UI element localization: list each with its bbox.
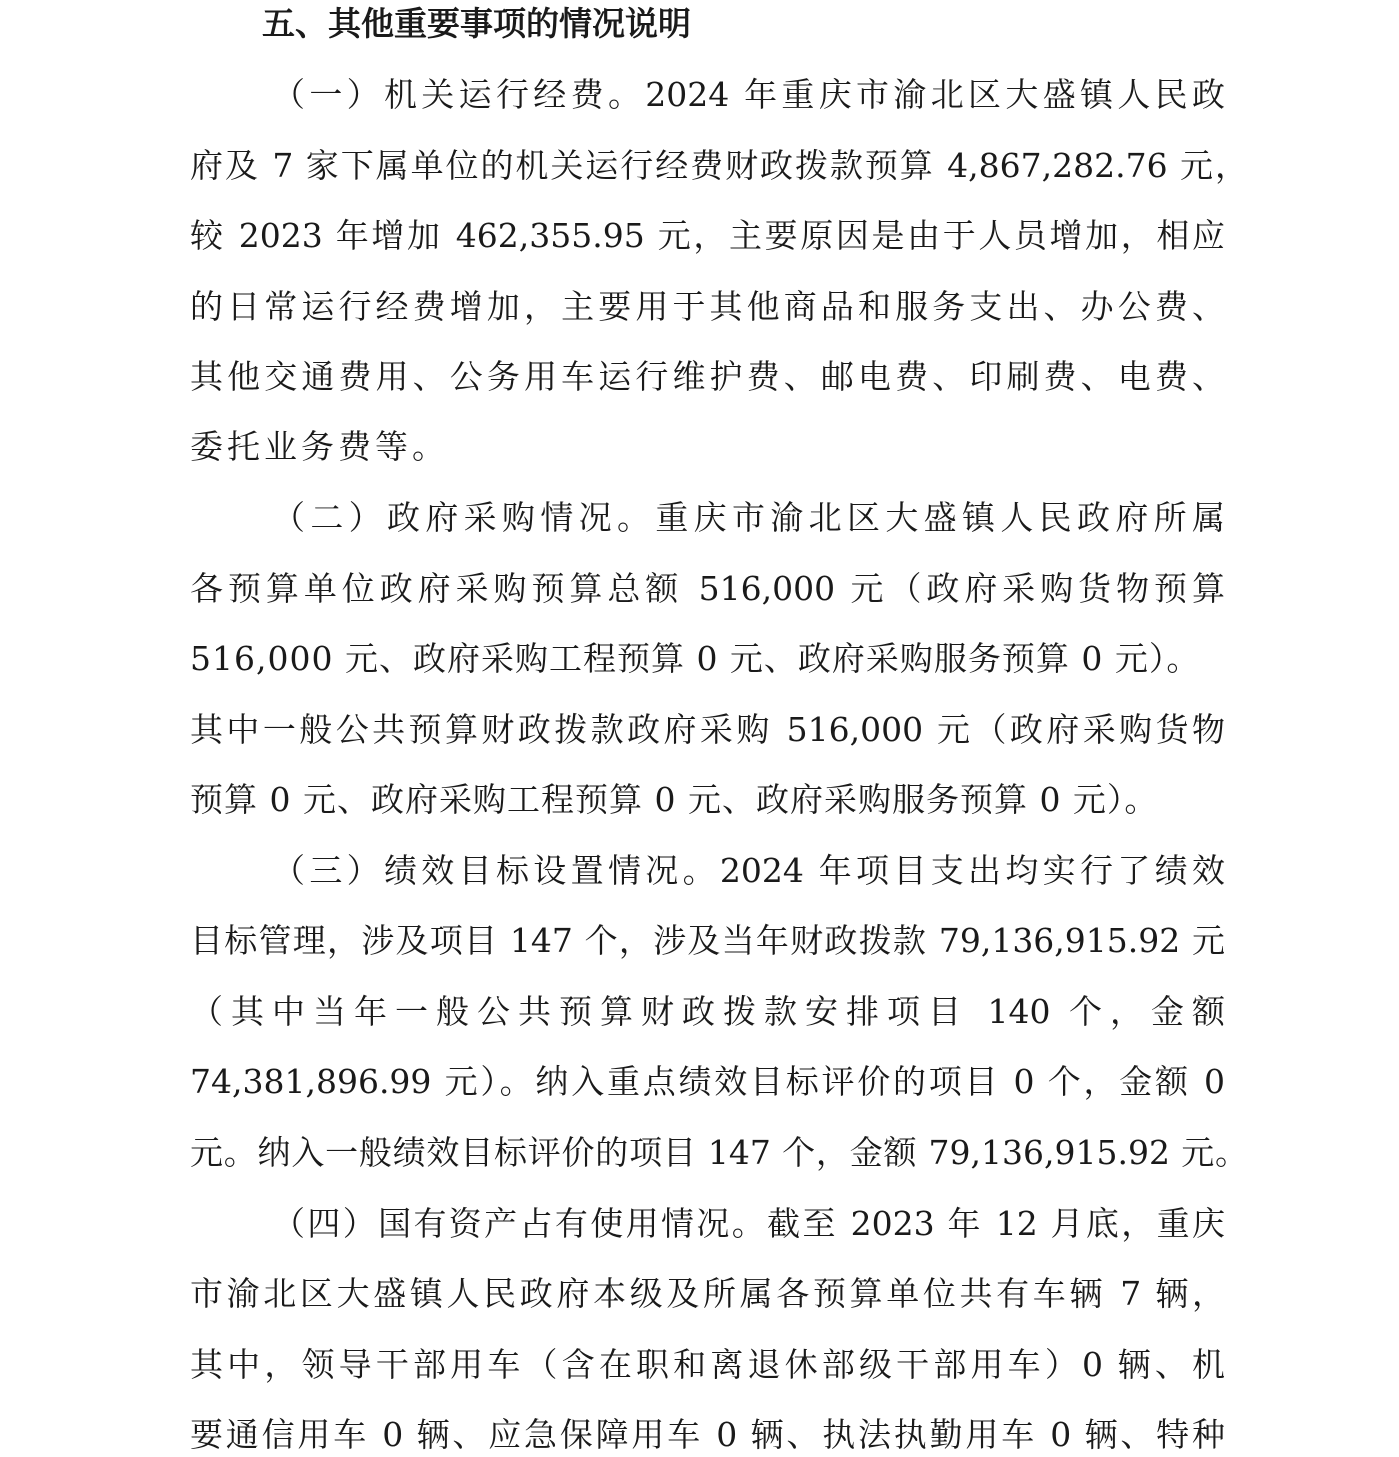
paragraph-line: 其中一般公共预算财政拨款政府采购 516,000 元（政府采购货物 <box>190 710 1225 749</box>
paragraph-line: 预算 0 元、政府采购工程预算 0 元、政府采购服务预算 0 元）。 <box>190 780 1159 819</box>
paragraph-lead: （四）国有资产占有使用情况。 <box>272 1204 768 1243</box>
paragraph-line: 其中，领导干部用车（含在职和离退休部级干部用车）0 辆、机 <box>190 1345 1225 1384</box>
paragraph-line: （其中当年一般公共预算财政拨款安排项目 140 个，金额 <box>190 992 1225 1031</box>
paragraph-lead: （一）机关运行经费。 <box>272 75 646 114</box>
paragraph-line: 74,381,896.99 元）。纳入重点绩效目标评价的项目 0 个，金额 0 <box>190 1062 1225 1101</box>
paragraph-line: （四）国有资产占有使用情况。截至 2023 年 12 月底，重庆 <box>272 1204 1225 1243</box>
paragraph-line: 要通信用车 0 辆、应急保障用车 0 辆、执法执勤用车 0 辆、特种 <box>190 1415 1225 1454</box>
paragraph-line: 各预算单位政府采购预算总额 516,000 元（政府采购货物预算 <box>190 569 1225 608</box>
paragraph-lead: （二）政府采购情况。 <box>272 498 656 537</box>
paragraph-line: 其他交通费用、公务用车运行维护费、邮电费、印刷费、电费、 <box>190 357 1225 396</box>
paragraph-line: 市渝北区大盛镇人民政府本级及所属各预算单位共有车辆 7 辆， <box>190 1274 1225 1313</box>
paragraph-line: （二）政府采购情况。重庆市渝北区大盛镇人民政府所属 <box>272 498 1226 537</box>
paragraph-line: 委托业务费等。 <box>190 427 449 466</box>
paragraph-line: （一）机关运行经费。2024 年重庆市渝北区大盛镇人民政 <box>272 75 1226 114</box>
paragraph-line: 较 2023 年增加 462,355.95 元，主要原因是由于人员增加，相应 <box>190 216 1225 255</box>
paragraph-line: 的日常运行经费增加，主要用于其他商品和服务支出、办公费、 <box>190 287 1225 326</box>
paragraph-line: 元。纳入一般绩效目标评价的项目 147 个，金额 79,136,915.92 元。 <box>190 1133 1248 1172</box>
paragraph-line: 目标管理，涉及项目 147 个，涉及当年财政拨款 79,136,915.92 元 <box>190 921 1225 960</box>
paragraph-line: 府及 7 家下属单位的机关运行经费财政拨款预算 4,867,282.76 元， <box>190 146 1248 185</box>
paragraph-lead: （三）绩效目标设置情况。 <box>272 851 720 890</box>
paragraph-line: 516,000 元、政府采购工程预算 0 元、政府采购服务预算 0 元）。 <box>190 639 1201 678</box>
paragraph-line: （三）绩效目标设置情况。2024 年项目支出均实行了绩效 <box>272 851 1225 890</box>
section-heading: 五、其他重要事项的情况说明 <box>262 4 691 43</box>
